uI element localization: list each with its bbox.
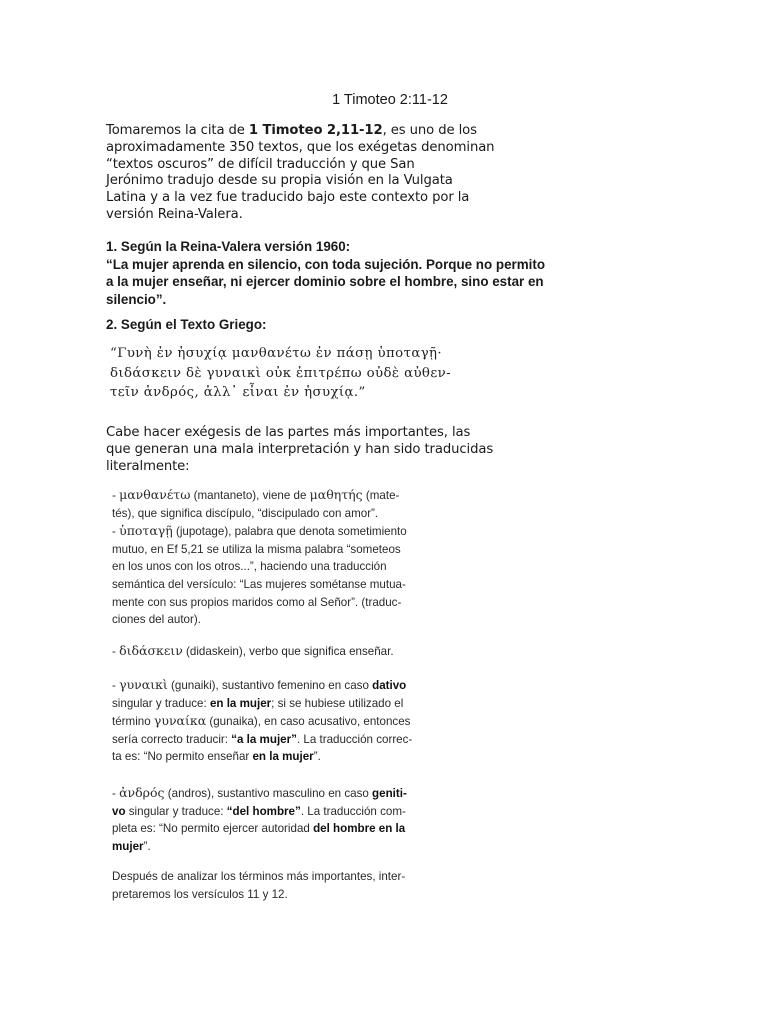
page-title: 1 Timoteo 2:11-12 xyxy=(332,92,448,108)
reina-valera-heading: 1. Según la Reina-Valera versión 1960: xyxy=(106,239,351,254)
text-run: - xyxy=(112,679,120,692)
text-run: (jupotage), palabra que denota sometimiento xyxy=(172,525,407,539)
intro-line: versión Reina-Valera. xyxy=(106,206,243,222)
intro-line: Jerónimo tradujo desde su propia visión en la Vulgata xyxy=(106,173,453,189)
exegesis-item-didaskein xyxy=(112,642,462,661)
text-run: (mantaneto), viene de xyxy=(190,489,310,502)
text-run: (gunaika), en caso acusativo, entonces xyxy=(206,715,411,729)
text-run: . La traducción com- xyxy=(300,804,406,818)
text-run: mente con sus propios maridos como al Señor”. (traduc- xyxy=(112,595,402,609)
scan-line xyxy=(112,803,462,821)
scan-line xyxy=(112,838,462,856)
intro-paragraph xyxy=(106,123,526,224)
exegesis-line: Cabe hacer exégesis de las partes más importantes, las xyxy=(106,425,471,440)
scan-line xyxy=(112,486,462,505)
scan-line xyxy=(112,731,462,749)
quote-line: a la mujer enseñar, ni ejercer dominio sobre el hombre, sino estar en xyxy=(106,274,544,289)
quote-line: “La mujer aprenda en silencio, con toda sujeción. Porque no permito xyxy=(106,256,545,272)
scan-line xyxy=(112,558,462,576)
text-run: . La traducción correc- xyxy=(296,732,413,746)
scan-line xyxy=(112,576,462,594)
bold-term: “del hombre” xyxy=(226,804,301,818)
scan-line xyxy=(112,505,462,523)
scan-line xyxy=(112,695,462,713)
exegesis-intro-paragraph xyxy=(106,425,526,475)
bold-term: “a la mujer” xyxy=(231,732,297,746)
exegesis-item-mantaneto-jupotage xyxy=(112,486,462,629)
text-run: - xyxy=(112,489,120,502)
text-run: ciones del autor). xyxy=(112,613,201,627)
text-run: - xyxy=(112,525,120,539)
greek-text-block xyxy=(110,344,530,403)
greek-line: “Γυνὴ ἐν ἡσυχίᾳ μανθανέτω ἐν πάσῃ ὑποταγῇ· xyxy=(110,346,443,361)
bold-term: del hombre en la xyxy=(313,822,406,836)
scan-line xyxy=(112,642,462,661)
scan-line xyxy=(112,594,462,612)
greek-term: ἀνδρός xyxy=(119,785,165,800)
scan-line xyxy=(112,522,462,541)
greek-term: γυναίκα xyxy=(153,713,207,729)
exegesis-line: literalmente: xyxy=(106,458,190,474)
text-run: ; si se hubiese utilizado el xyxy=(271,696,404,710)
intro-line: aproximadamente 350 textos, que los exégetas denominan xyxy=(106,139,495,155)
closing-paragraph xyxy=(112,868,462,903)
greek-term: μαθητής xyxy=(309,487,363,502)
greek-line: τεῖν ἀνδρός, ἀλλ᾽ εἶναι ἐν ἡσυχίᾳ.” xyxy=(110,385,366,400)
intro-line: Latina y a la vez fue traducido bajo este contexto por la xyxy=(106,190,470,206)
text-run: (mate- xyxy=(362,489,400,502)
text-run: ”. xyxy=(313,750,321,764)
quote-line: silencio”. xyxy=(106,291,167,307)
texto-griego-heading: 2. Según el Texto Griego: xyxy=(106,317,267,332)
text-run: ta es: “No permito enseñar xyxy=(112,750,253,764)
text-run: (andros), sustantivo masculino en caso xyxy=(164,787,373,800)
bold-term: geniti- xyxy=(372,787,407,800)
greek-term: μανθανέτω xyxy=(119,487,191,502)
scan-line xyxy=(112,712,462,731)
bold-term: mujer xyxy=(112,839,144,853)
scan-line xyxy=(112,868,462,886)
text-run: (gunaiki), sustantivo femenino en caso xyxy=(167,679,373,692)
text-run: ”. xyxy=(143,839,151,853)
exegesis-item-andros xyxy=(112,784,462,855)
scan-line xyxy=(112,676,462,695)
scan-line xyxy=(112,820,462,838)
text-run: semántica del versículo: “Las mujeres sométanse mutua- xyxy=(112,577,406,591)
text-run: en los unos con los otros...”, haciendo una traducción xyxy=(112,560,387,574)
bold-term: dativo xyxy=(372,679,407,692)
reina-valera-quote xyxy=(106,256,546,309)
intro-line-1: Tomaremos la cita de 1 Timoteo 2,11-12, es uno de los xyxy=(106,123,477,138)
text-run: tés), que significa discípulo, “discipulado con amor”. xyxy=(112,506,379,520)
bold-term: en la mujer xyxy=(252,750,314,764)
text-run: mutuo, en Ef 5,21 se utiliza la misma palabra “someteos xyxy=(112,542,401,556)
exegesis-line: que generan una mala interpretación y han sido traducidas xyxy=(106,441,494,457)
text-run: pleta es: “No permito ejercer autoridad xyxy=(112,822,314,836)
text-run: singular y traduce: xyxy=(112,696,210,710)
scan-line xyxy=(112,541,462,559)
scan-line xyxy=(112,748,462,766)
citation-reference: 1 Timoteo 2,11-12 xyxy=(248,123,383,138)
reina-valera-section xyxy=(106,238,546,308)
bold-term: vo xyxy=(112,804,126,818)
intro-line: “textos oscuros” de difícil traducción y que San xyxy=(106,156,415,172)
bold-term: en la mujer xyxy=(209,696,272,710)
text-run: Después de analizar los términos más importantes, inter- xyxy=(112,870,406,883)
text-run: - xyxy=(112,645,120,658)
text-run: - xyxy=(112,787,120,800)
greek-term: γυναικὶ xyxy=(119,677,168,692)
greek-line: διδάσκειν δὲ γυναικὶ οὐκ ἐπιτρέπω οὐδὲ αὐθεν- xyxy=(110,365,452,381)
text-run: sería correcto traducir: xyxy=(112,732,232,746)
text-run: pretaremos los versículos 11 y 12. xyxy=(112,887,288,901)
scan-line xyxy=(112,611,462,629)
text-run: (didaskein), verbo que significa enseñar. xyxy=(182,645,394,658)
text-run: singular y traduce: xyxy=(125,804,227,818)
greek-term: διδάσκειν xyxy=(119,643,183,658)
greek-term: ὑποταγῇ xyxy=(119,523,173,539)
exegesis-item-gunaiki xyxy=(112,676,462,766)
text-run: término xyxy=(112,715,154,729)
scan-line xyxy=(112,886,462,904)
scan-line xyxy=(112,784,462,803)
